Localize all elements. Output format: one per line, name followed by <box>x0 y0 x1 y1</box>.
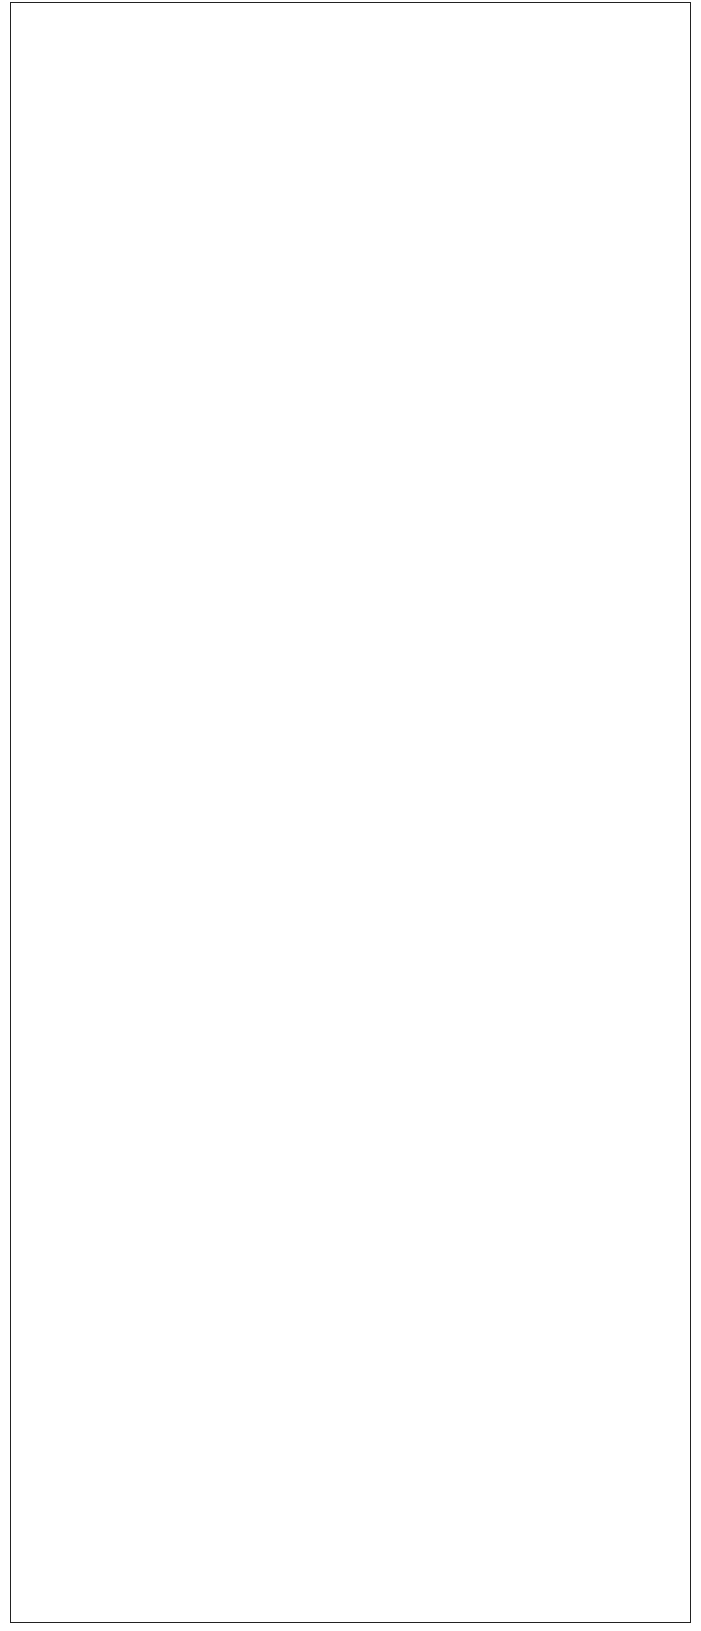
tender-notice-page <box>10 2 691 1623</box>
